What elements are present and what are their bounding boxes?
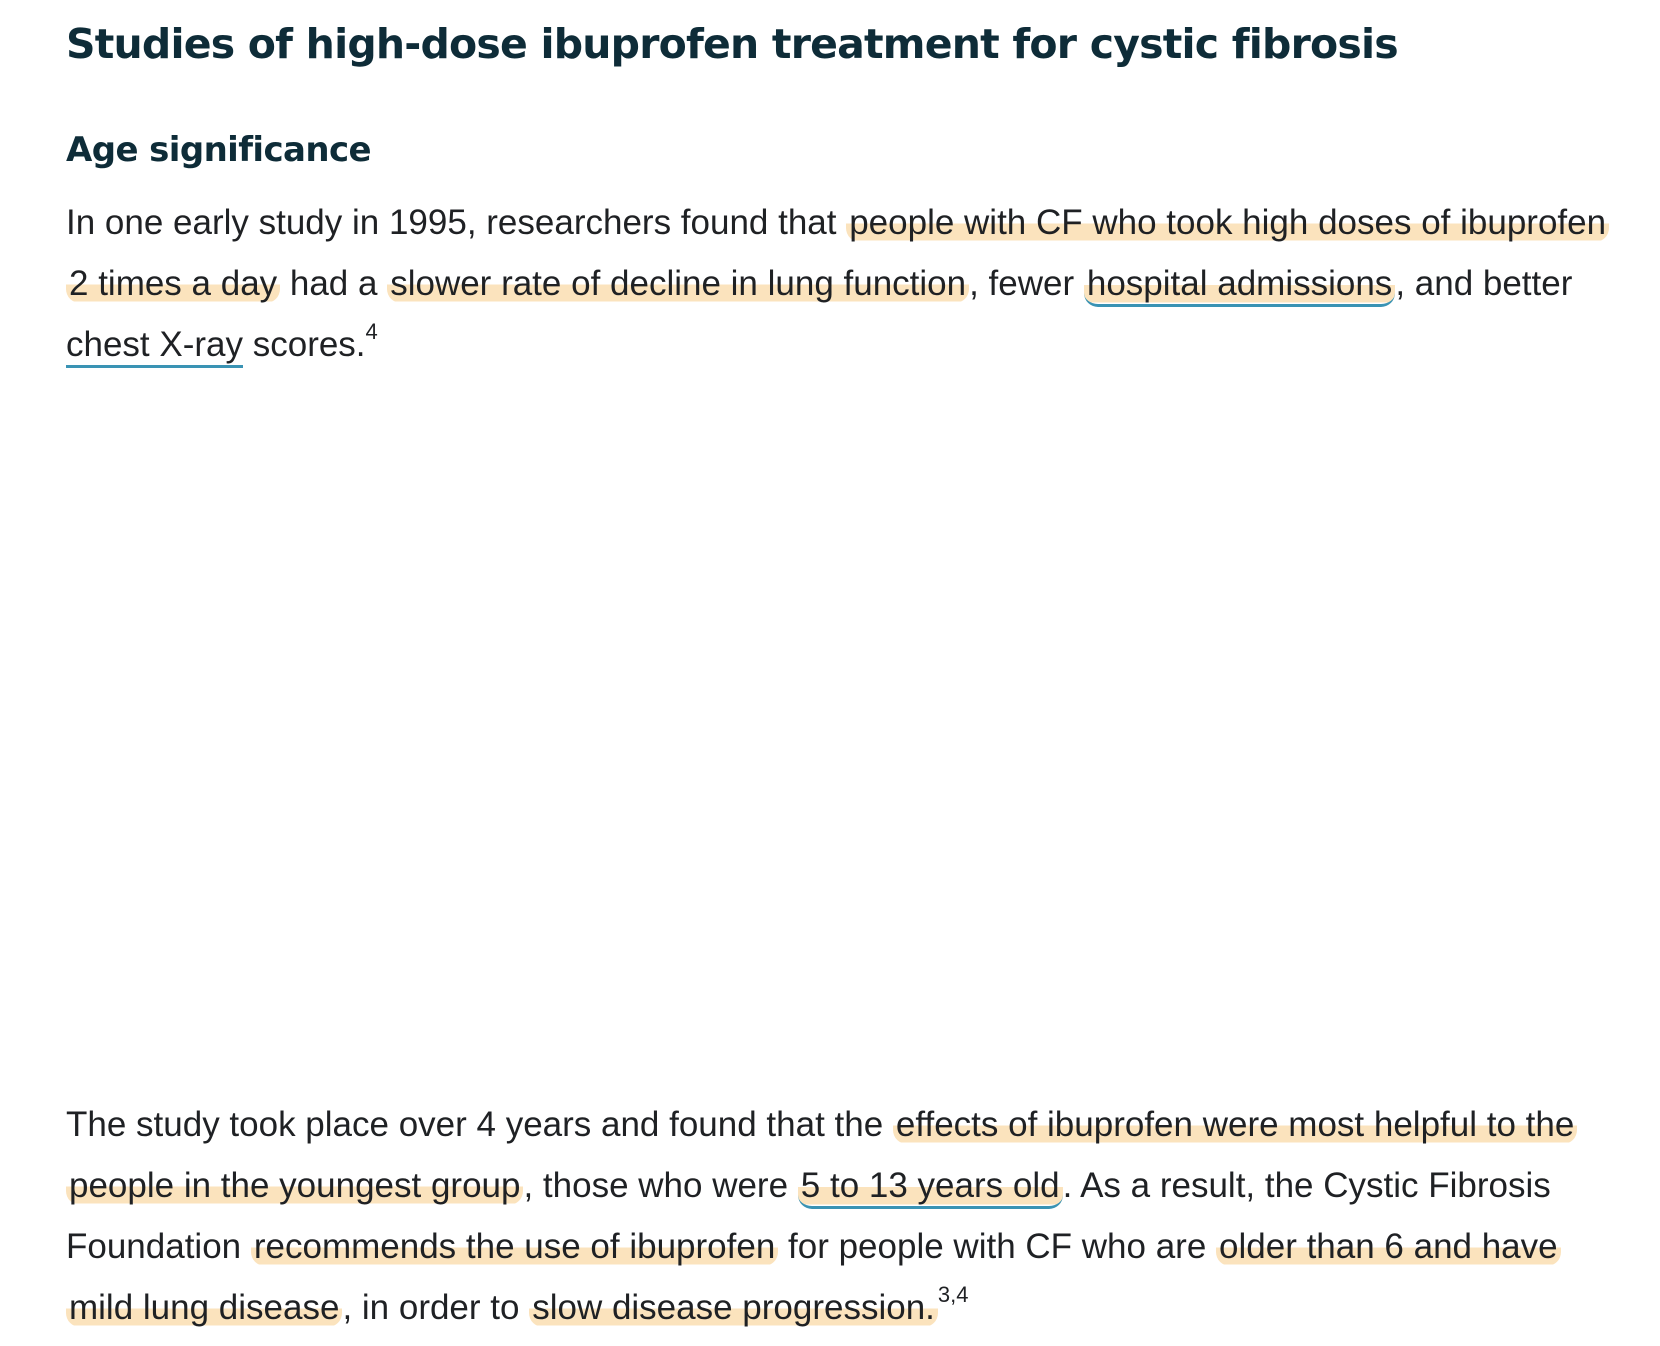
- text-segment: , in order to: [342, 1288, 530, 1327]
- highlight: effects of ibuprofen were most helpful to the people in the youngest group: [66, 1105, 1577, 1205]
- text-segment: . As a result, the Cystic Fibrosis Foundation: [66, 1166, 1551, 1266]
- section-heading: Age significance: [66, 130, 371, 170]
- text-segment: for people with CF who are: [778, 1227, 1217, 1266]
- text-segment: , fewer: [969, 264, 1084, 303]
- highlight: slow disease progression.: [529, 1288, 938, 1327]
- text-segment: The study took place over 4 years and found that the: [66, 1105, 893, 1144]
- text-segment: , and better: [1395, 264, 1573, 303]
- page-title: Studies of high-dose ibuprofen treatment for cystic fibrosis: [66, 20, 1398, 68]
- text-segment: , those who were: [523, 1166, 798, 1205]
- text-segment: scores.: [243, 325, 366, 364]
- text-segment: had a: [280, 264, 388, 303]
- highlight: people with CF who took high doses of ibuprofen 2 times a day: [66, 203, 1609, 303]
- text-segment: In one early study in 1995, researchers found that: [66, 203, 847, 242]
- paragraph-study-1995: [66, 192, 1626, 375]
- highlight: slower rate of decline in lung function: [387, 264, 969, 303]
- highlight: recommends the use of ibuprofen: [251, 1227, 778, 1266]
- link-chest-x-ray[interactable]: chest X-ray: [66, 325, 243, 368]
- highlight: older than 6 and have mild lung disease: [66, 1227, 1561, 1327]
- paragraph-age-results: [66, 1094, 1611, 1338]
- link-5-to-13-years-old[interactable]: 5 to 13 years old: [798, 1166, 1063, 1209]
- reference-superscript[interactable]: 3,4: [937, 1282, 969, 1308]
- reference-superscript[interactable]: 4: [365, 319, 378, 345]
- link-hospital-admissions[interactable]: hospital admissions: [1084, 264, 1395, 307]
